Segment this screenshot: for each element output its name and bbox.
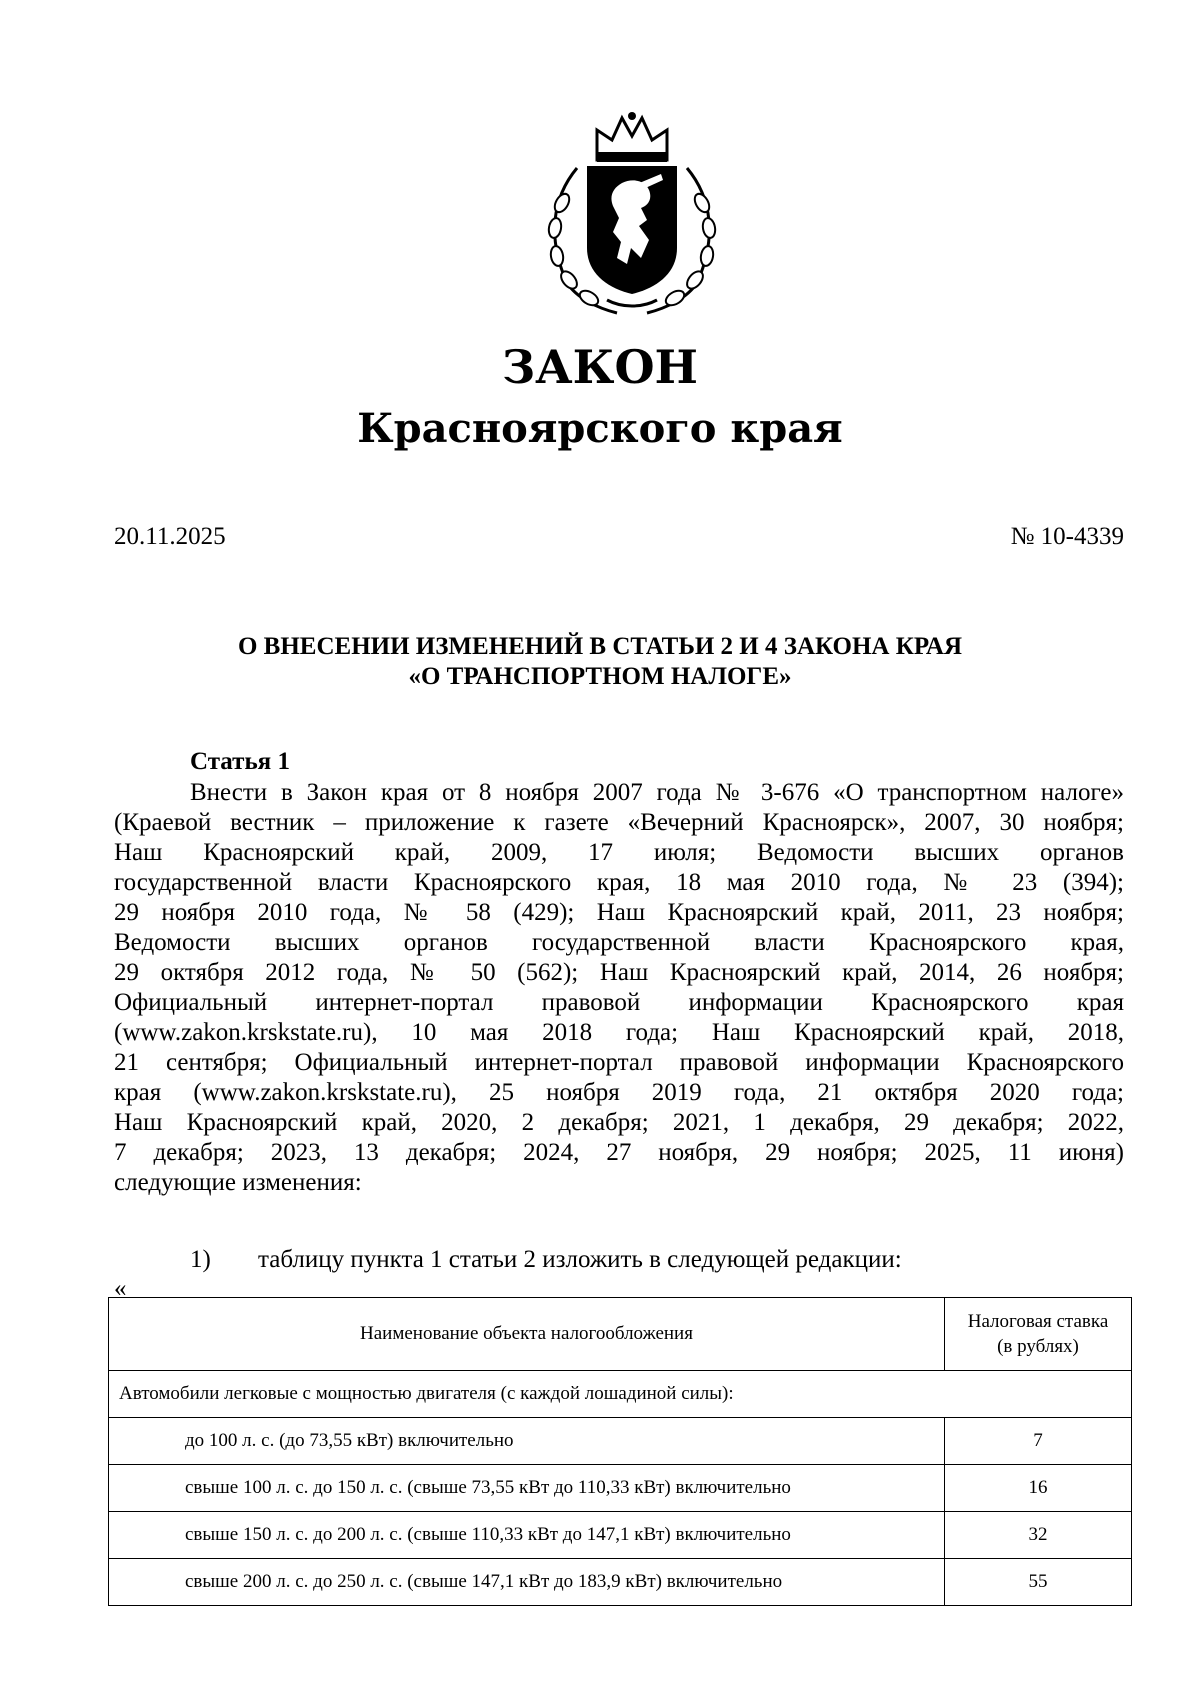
document-subtitle: Красноярского края	[357, 405, 843, 452]
opening-quote: «	[114, 1275, 127, 1302]
document-date: 20.11.2025	[114, 523, 226, 550]
article-line: Наш Красноярский край, 2020, 2 декабря; 2021, 1 декабря, 29 декабря; 2022,	[114, 1109, 1124, 1136]
table-row	[109, 1512, 1132, 1559]
table-cell-rate: 32	[945, 1512, 1132, 1559]
article-line: Внести в Закон края от 8 ноября 2007 года № 3-676 «О транспортном налоге»	[190, 779, 1124, 806]
article-line: 29 октября 2012 года, № 50 (562); Наш Красноярский край, 2014, 26 ноября;	[114, 959, 1124, 986]
coat-of-arms-emblem	[537, 108, 727, 318]
table-row	[109, 1418, 1132, 1465]
table-cell-rate: 7	[945, 1418, 1132, 1465]
article-line: 7 декабря; 2023, 13 декабря; 2024, 27 ноября, 29 ноября; 2025, 11 июня)	[114, 1139, 1124, 1166]
table-cell-rate: 16	[945, 1465, 1132, 1512]
table-cell-object: свыше 150 л. с. до 200 л. с. (свыше 110,33 кВт до 147,1 кВт) включительно	[109, 1512, 945, 1559]
table-cell-object: свыше 100 л. с. до 150 л. с. (свыше 73,55 кВт до 110,33 кВт) включительно	[109, 1465, 945, 1512]
table-header-row	[109, 1298, 1132, 1371]
table-row	[109, 1465, 1132, 1512]
article-title: Статья 1	[190, 748, 290, 775]
article-line: (Краевой вестник – приложение к газете «Вечерний Красноярск», 2007, 30 ноября;	[114, 809, 1124, 836]
list-item-text: таблицу пункта 1 статьи 2 изложить в следующей редакции:	[258, 1246, 902, 1273]
article-line: государственной власти Красноярского края, 18 мая 2010 года, № 23 (394);	[114, 869, 1124, 896]
document-title: ЗАКОН	[501, 340, 699, 394]
tax-rate-table	[108, 1297, 1132, 1606]
table-row	[109, 1559, 1132, 1606]
article-line: (www.zakon.krskstate.ru), 10 мая 2018 года; Наш Красноярский край, 2018,	[114, 1019, 1124, 1046]
article-line: Ведомости высших органов государственной власти Красноярского края,	[114, 929, 1124, 956]
column-header-rate	[945, 1298, 1132, 1371]
table-cell-object: до 100 л. с. (до 73,55 кВт) включительно	[109, 1418, 945, 1465]
law-heading-line-2: «О ТРАНСПОРТНОМ НАЛОГЕ»	[408, 663, 792, 690]
table-group-row	[109, 1371, 1132, 1418]
table-cell-object: свыше 200 л. с. до 250 л. с. (свыше 147,1 кВт до 183,9 кВт) включительно	[109, 1559, 945, 1606]
article-line: края (www.zakon.krskstate.ru), 25 ноября 2019 года, 21 октября 2020 года;	[114, 1079, 1124, 1106]
document-number: № 10-4339	[1010, 523, 1124, 550]
table-cell-rate: 55	[945, 1559, 1132, 1606]
column-header-rate-line-2: (в рублях)	[997, 1336, 1079, 1357]
article-line: Наш Красноярский край, 2009, 17 июля; Ведомости высших органов	[114, 839, 1124, 866]
article-line: следующие изменения:	[114, 1169, 362, 1196]
group-label: Автомобили легковые с мощностью двигателя (с каждой лошадиной силы):	[109, 1371, 1132, 1418]
article-line: 21 сентября; Официальный интернет-портал правовой информации Красноярского	[114, 1049, 1124, 1076]
law-heading-line-1: О ВНЕСЕНИИ ИЗМЕНЕНИЙ В СТАТЬИ 2 И 4 ЗАКОНА КРАЯ	[237, 633, 963, 660]
column-header-object: Наименование объекта налогообложения	[109, 1298, 945, 1371]
list-item-number: 1)	[190, 1246, 211, 1273]
article-line: 29 ноября 2010 года, № 58 (429); Наш Красноярский край, 2011, 23 ноября;	[114, 899, 1124, 926]
column-header-rate-line-1: Налоговая ставка	[967, 1311, 1109, 1332]
article-line: Официальный интернет-портал правовой информации Красноярского края	[114, 989, 1124, 1016]
